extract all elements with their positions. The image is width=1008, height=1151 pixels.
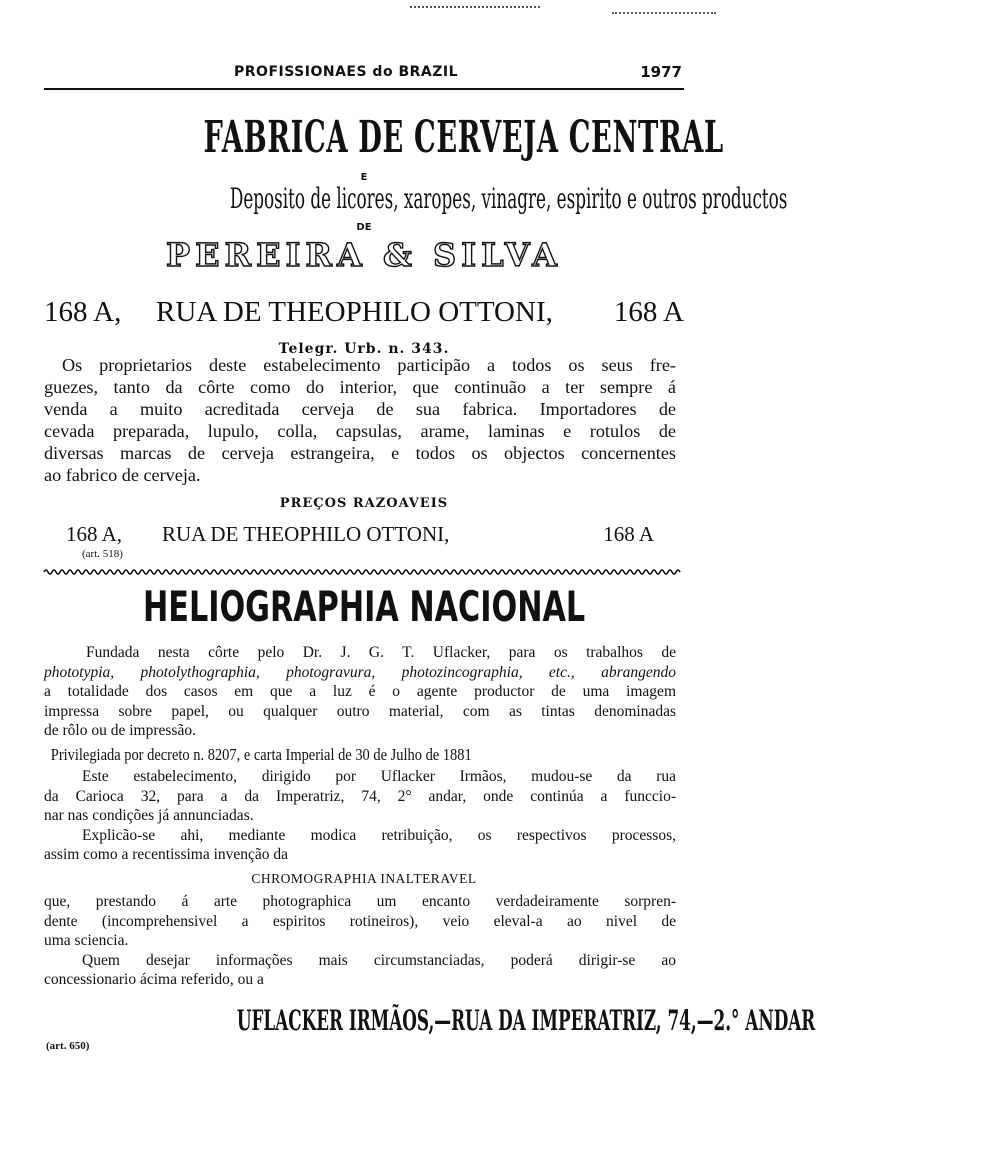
ad1-subtitle-wrap <box>44 182 788 215</box>
ad1-title: FABRICA DE CERVEJA CENTRAL <box>203 112 724 163</box>
page-header <box>44 62 684 90</box>
page-number: 1977 <box>640 63 682 81</box>
privilege-text: Privilegiada por decreto n. 8207, e carta Imperial de 30 de Julho de 1881 <box>50 745 472 764</box>
address-number: 168 A, <box>44 296 122 328</box>
body-line: dente (incomprehensivel a espiritos rotineiros), veio eleval-a ao nivel de <box>44 912 676 930</box>
ad1-title-wrap <box>44 112 724 163</box>
ad1-article-ref: (art. 518) <box>82 548 123 560</box>
ad1-address <box>44 296 684 332</box>
ad2-footer: UFLACKER IRMÃOS,—RUA DA IMPERATRIZ, 74,—2.° ANDAR <box>236 1004 816 1037</box>
telegraph-number: Telegr. Urb. n. 343. <box>278 341 450 357</box>
body-line: a totalidade dos casos em que a luz é o agente productor de uma imagem <box>44 683 676 700</box>
body-line: Quem desejar informações mais circumstanciadas, poderá dirigir-se ao <box>82 951 676 969</box>
body-line: Este estabelecimento, dirigido por Uflacker Irmãos, mudou-se da rua <box>82 768 676 785</box>
body-line: impressa sobre papel, ou qualquer outro material, com as tintas denominadas <box>44 702 676 720</box>
ad2-body-address <box>44 767 676 865</box>
header-title: PROFISSIONAES do BRAZIL <box>234 64 459 80</box>
ad1-de: DE <box>356 222 372 233</box>
address-street: RUA DE THEOPHILO OTTONI, <box>156 296 553 328</box>
body-line <box>44 663 676 683</box>
body-line: Fundada nesta côrte pelo Dr. J. G. T. Uflacker, para os trabalhos de <box>86 644 676 661</box>
body-line: uma sciencia. <box>44 932 129 949</box>
techniques-list: phototypia, photolythographia, photogravura, photozincographia, etc., abrangendo <box>44 663 676 681</box>
address-street: RUA DE THEOPHILO OTTONI, <box>162 522 450 546</box>
ad2-body-intro <box>44 643 676 741</box>
ad1-company-name: PEREIRA & SILVA <box>166 236 562 274</box>
ad2-footer-wrap <box>44 1004 816 1037</box>
wavy-divider <box>44 568 680 576</box>
ad1-conjunction: E <box>360 172 368 183</box>
address-number-end: 168 A <box>613 296 684 328</box>
body-line: que, prestando á arte photographica um encanto verdadeiramente sorpren- <box>44 893 676 910</box>
ad2-title-wrap <box>44 582 684 631</box>
ad1-address-repeat <box>44 522 684 558</box>
body-line: nar nas condições já annunciadas. <box>44 807 254 824</box>
chromographia-label: CHROMOGRAPHIA INALTERAVEL <box>251 871 477 886</box>
ad2-article-ref: (art. 650) <box>46 1040 90 1052</box>
print-noise <box>612 12 716 17</box>
body-line: assim como a recentissima invenção da <box>44 846 289 863</box>
ad2-privilege-line <box>44 744 676 766</box>
body-line: venda a muito acreditada cerveja de sua fabrica. Importadores de <box>44 399 676 419</box>
print-noise <box>410 6 540 11</box>
address-number-end: 168 A <box>603 522 654 546</box>
ad1-subtitle: Deposito de licores, xaropes, vinagre, espirito e outros productos <box>229 182 788 215</box>
body-line: concessionario ácima referido, ou a <box>44 971 264 988</box>
body-line: ao fabrico de cerveja. <box>44 465 201 485</box>
body-line: cevada preparada, lupulo, colla, capsulas, arame, laminas e rotulos de <box>44 421 676 441</box>
body-line: guezes, tanto da côrte como do interior, que continuão a ter sempre á <box>44 377 676 397</box>
body-line: da Carioca 32, para a da Imperatriz, 74, 2° andar, onde continúa a funccio- <box>44 787 676 805</box>
body-line: de rôlo ou de impressão. <box>44 722 196 739</box>
body-line: Explicão-se ahi, mediante modica retribuição, os respectivos processos, <box>82 826 676 844</box>
body-line: Os proprietarios deste estabelecimento participão a todos os seus fre- <box>62 355 676 375</box>
ad2-body-closing <box>44 892 676 990</box>
address-number: 168 A, <box>66 522 123 546</box>
ad1-body <box>44 354 676 486</box>
ad1-prices: PREÇOS RAZOAVEIS <box>279 496 449 511</box>
body-line: diversas marcas de cerveja estrangeira, e todos os objectos concernentes <box>44 443 676 463</box>
ad2-title: HELIOGRAPHIA NACIONAL <box>142 582 586 631</box>
